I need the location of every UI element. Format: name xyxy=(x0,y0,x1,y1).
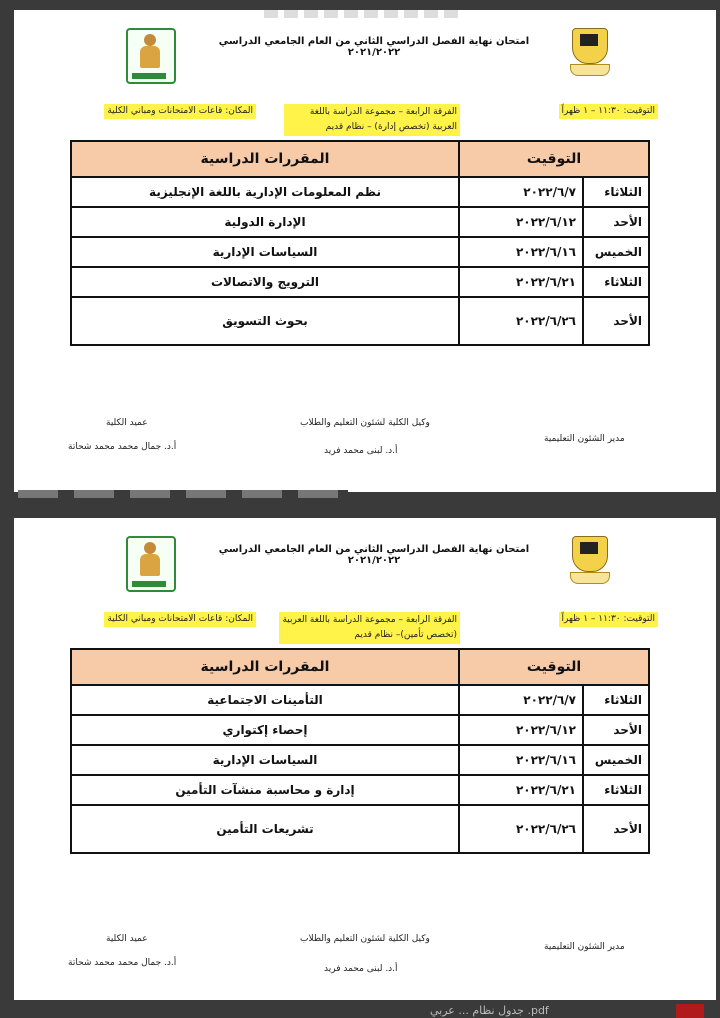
student-group: الفرقة الرابعة – مجموعة الدراسة باللغة العربية (تخصص إدارة) – نظام قديم xyxy=(284,104,460,136)
pdf-badge-icon xyxy=(676,1004,704,1018)
page-separator xyxy=(18,490,348,498)
table-row xyxy=(71,805,649,853)
course-cell: السياسات الإدارية xyxy=(71,745,459,775)
student-group: الفرقة الرابعة – مجموعة الدراسة باللغة العربية (تخصص تأمين)– نظام قديم xyxy=(279,612,460,644)
date-cell: ٢٠٢٢/٦/١٦ xyxy=(459,237,583,267)
schedule-table xyxy=(70,648,650,854)
header-timing: التوقيت xyxy=(459,141,649,177)
header-timing: التوقيت xyxy=(459,649,649,685)
date-cell: ٢٠٢٢/٦/٢٦ xyxy=(459,805,583,853)
day-cell: الأحد xyxy=(583,297,649,345)
vice-dean-name: أ.د. لبنى محمد فريد xyxy=(324,446,398,456)
exam-title: امتحان نهاية الفصل الدراسي الثاني من العام الجامعي الدراسي ٢٠٢١/٢٠٢٢ xyxy=(218,36,530,58)
course-cell: الترويج والاتصالات xyxy=(71,267,459,297)
university-logo-icon xyxy=(570,24,610,78)
course-cell: التأمينات الاجتماعية xyxy=(71,685,459,715)
day-cell: الثلاثاء xyxy=(583,267,649,297)
table-row xyxy=(71,177,649,207)
vice-dean-title: وكيل الكلية لشئون التعليم والطلاب xyxy=(300,418,430,428)
header-courses: المقررات الدراسية xyxy=(71,649,459,685)
director-title: مدير الشئون التعليمية xyxy=(544,434,625,444)
schedule-table xyxy=(70,140,650,346)
college-emblem-icon xyxy=(126,28,176,84)
course-cell: بحوث التسويق xyxy=(71,297,459,345)
course-cell: السياسات الإدارية xyxy=(71,237,459,267)
course-cell: نظم المعلومات الإدارية باللغة الإنجليزية xyxy=(71,177,459,207)
dean-title: عميد الكلية xyxy=(106,934,148,944)
exam-title: امتحان نهاية الفصل الدراسي الثاني من العام الجامعي الدراسي ٢٠٢١/٢٠٢٢ xyxy=(218,544,530,566)
table-row xyxy=(71,267,649,297)
table-row xyxy=(71,745,649,775)
table-row xyxy=(71,685,649,715)
date-cell: ٢٠٢٢/٦/١٢ xyxy=(459,715,583,745)
date-cell: ٢٠٢٢/٦/٢٦ xyxy=(459,297,583,345)
vice-dean-name: أ.د. لبنى محمد فريد xyxy=(324,964,398,974)
table-row xyxy=(71,237,649,267)
university-logo-icon xyxy=(570,532,610,586)
date-cell: ٢٠٢٢/٦/٧ xyxy=(459,685,583,715)
dean-name: أ.د. جمال محمد محمد شحاتة xyxy=(68,442,177,452)
day-cell: الثلاثاء xyxy=(583,685,649,715)
day-cell: الأحد xyxy=(583,207,649,237)
info-row xyxy=(14,610,716,650)
date-cell: ٢٠٢٢/٦/١٦ xyxy=(459,745,583,775)
director-title: مدير الشئون التعليمية xyxy=(544,942,625,952)
exam-time: التوقيت: ١١:٣٠ – ١ ظهراً xyxy=(559,612,658,627)
date-cell: ٢٠٢٢/٦/١٢ xyxy=(459,207,583,237)
top-scan-strip xyxy=(264,10,464,18)
table-header xyxy=(71,649,649,685)
table-row xyxy=(71,775,649,805)
dean-title: عميد الكلية xyxy=(106,418,148,428)
day-cell: الأحد xyxy=(583,715,649,745)
exam-place: المكان: قاعات الامتحانات ومباني الكلية xyxy=(104,104,256,119)
date-cell: ٢٠٢٢/٦/٧ xyxy=(459,177,583,207)
info-row xyxy=(14,102,716,142)
header-courses: المقررات الدراسية xyxy=(71,141,459,177)
day-cell: الأحد xyxy=(583,805,649,853)
course-cell: إدارة و محاسبة منشآت التأمين xyxy=(71,775,459,805)
date-cell: ٢٠٢٢/٦/٢١ xyxy=(459,775,583,805)
day-cell: الخميس xyxy=(583,237,649,267)
college-emblem-icon xyxy=(126,536,176,592)
day-cell: الخميس xyxy=(583,745,649,775)
schedule-page-1 xyxy=(14,10,716,492)
table-row xyxy=(71,715,649,745)
table-row xyxy=(71,297,649,345)
exam-place: المكان: قاعات الامتحانات ومباني الكلية xyxy=(104,612,256,627)
vice-dean-title: وكيل الكلية لشئون التعليم والطلاب xyxy=(300,934,430,944)
course-cell: الإدارة الدولية xyxy=(71,207,459,237)
table-header xyxy=(71,141,649,177)
day-cell: الثلاثاء xyxy=(583,775,649,805)
course-cell: تشريعات التأمين xyxy=(71,805,459,853)
course-cell: إحصاء إكتواري xyxy=(71,715,459,745)
file-caption[interactable]: جدول نظام ... عربي .pdf xyxy=(430,1004,549,1017)
schedule-page-2 xyxy=(14,518,716,1000)
day-cell: الثلاثاء xyxy=(583,177,649,207)
exam-time: التوقيت: ١١:٣٠ – ١ ظهراً xyxy=(559,104,658,119)
dean-name: أ.د. جمال محمد محمد شحاتة xyxy=(68,958,177,968)
date-cell: ٢٠٢٢/٦/٢١ xyxy=(459,267,583,297)
table-row xyxy=(71,207,649,237)
